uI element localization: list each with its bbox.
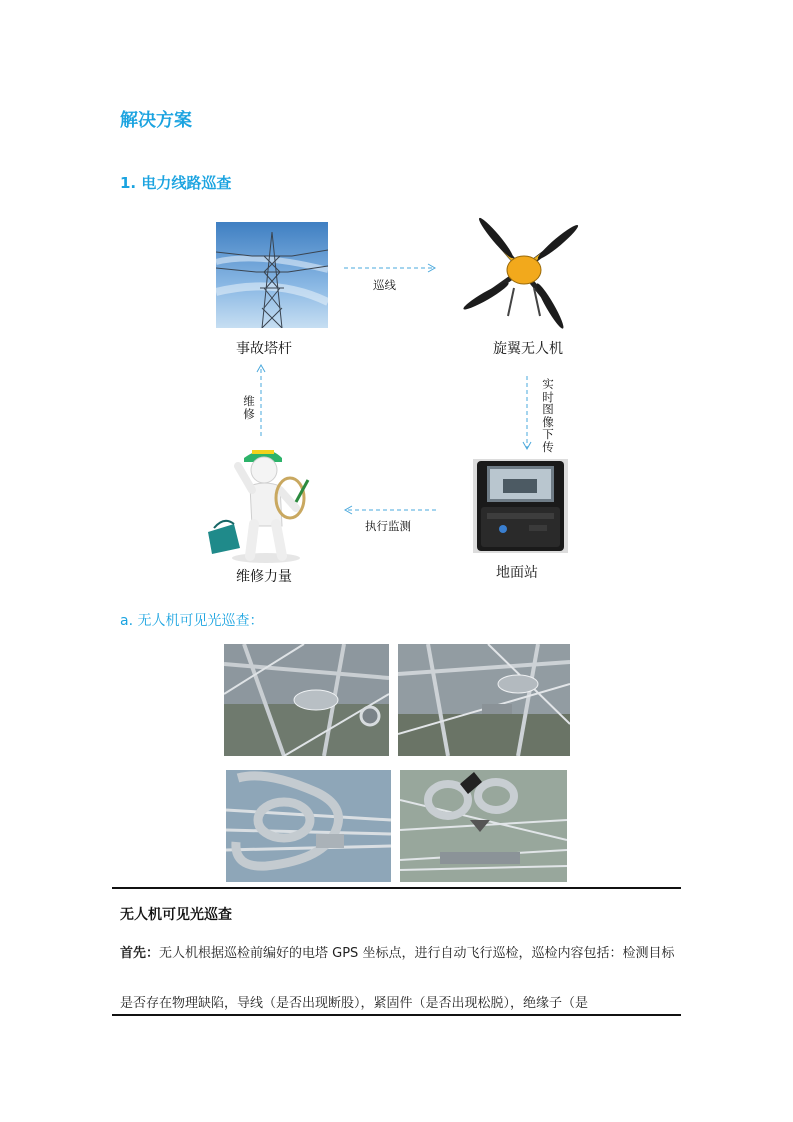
top-rule — [112, 887, 681, 889]
worker-label: 维修力量 — [236, 569, 292, 585]
edge-label-repair: 维修 — [243, 394, 255, 421]
inspection-photo-4 — [400, 770, 567, 882]
paragraph-text: 无人机根据巡检前编好的电塔 GPS 坐标点，进行自动飞行巡检，巡检内容包括：检测目标是否存在物理缺陷，导线（是否出现断股），紧固件（是否出现松脱），绝缘子（是 — [120, 946, 675, 1011]
paragraph-lead: 首先： — [120, 946, 160, 961]
page-title: 解决方案 — [120, 110, 192, 131]
subsection-heading: a. 无人机可见光巡查： — [120, 613, 264, 629]
edge-label-patrol: 巡线 — [373, 278, 396, 292]
edge-label-downlink: 实时图像下传 — [542, 377, 554, 454]
section-heading: 1. 电力线路巡查 — [120, 174, 232, 192]
inspection-photo-3 — [226, 770, 391, 882]
bottom-rule — [112, 1014, 681, 1016]
edge-label-monitor: 执行监测 — [365, 519, 411, 533]
tower-label: 事故塔杆 — [236, 341, 292, 357]
inspection-photo-2 — [398, 644, 570, 756]
inspection-photo-1 — [224, 644, 389, 756]
box-title: 无人机可见光巡查 — [120, 907, 232, 923]
station-label: 地面站 — [496, 565, 538, 581]
drone-label: 旋翼无人机 — [493, 341, 563, 357]
